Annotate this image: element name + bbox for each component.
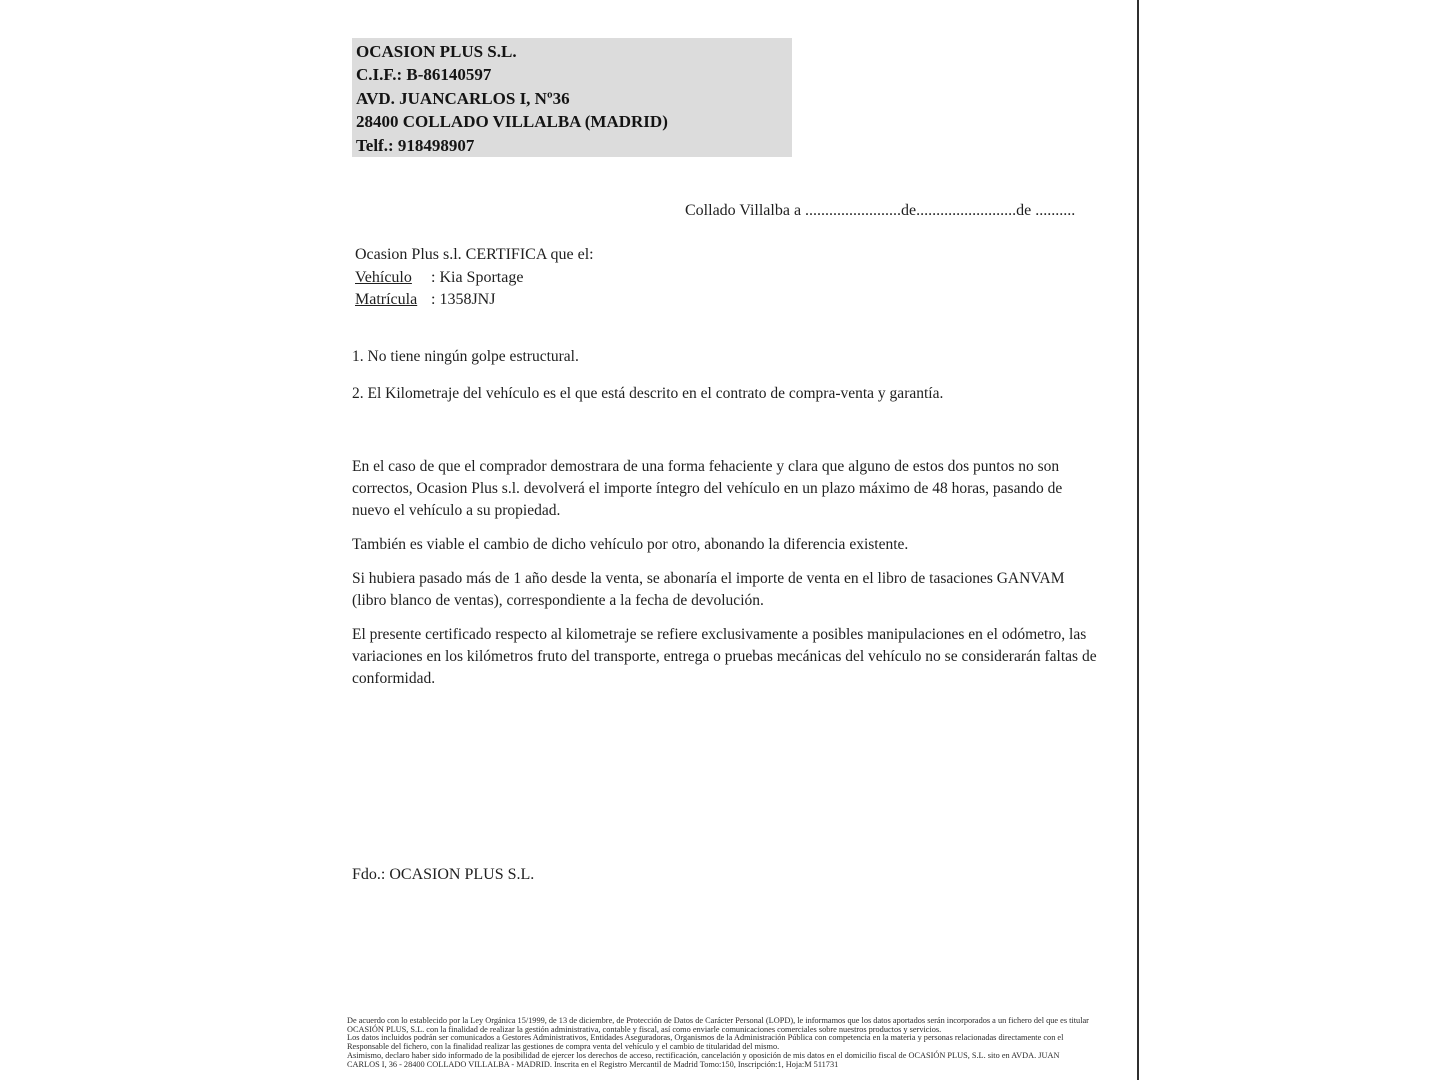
plate-value: : 1358JNJ xyxy=(431,291,496,309)
certify-intro: Ocasion Plus s.l. CERTIFICA que el: xyxy=(355,246,594,263)
legal-footer-line: Responsable del fichero, con la finalidad realizar las gestiones de compra venta del vehículo y el cambio de titularidad del mismo. xyxy=(347,1042,780,1052)
legal-footer-line: OCASIÓN PLUS, S.L. con la finalidad de realizar la gestión administrativa, contable y fiscal, así como enviarle comunicaciones comerciales sobre nuestros productos y servicios. xyxy=(347,1024,942,1034)
body-paragraph: También es viable el cambio de dicho vehículo por otro, abonando la diferencia existente. xyxy=(352,536,909,553)
company-header-line: Telf.: 918498907 xyxy=(356,135,475,155)
plate-row xyxy=(355,289,594,312)
numbered-clauses xyxy=(352,346,1112,420)
body-paragraph: Si hubiera pasado más de 1 año desde la venta, se abonaría el importe de venta en el libro de tasaciones GANVAM (libro blanco de ventas), correspondiente a la fecha de devolución. xyxy=(352,570,1065,609)
legal-footer-line: De acuerdo con lo establecido por la Ley Orgánica 15/1999, de 13 de diciembre, de Protección de Datos de Carácter Personal (LOPD), le informamos que los datos aportados serán incorporados a un fichero del que es titular xyxy=(347,1016,1089,1025)
body-paragraph: El presente certificado respecto al kilometraje se refiere exclusivamente a posibles manipulaciones en el odómetro, las variaciones en los kilómetros fruto del transporte, entrega o pruebas mecánicas del vehículo no se considerarán faltas de conformidad. xyxy=(352,626,1097,687)
clause-line: 1. No tiene ningún golpe estructural. xyxy=(352,348,579,365)
company-header-line: C.I.F.: B-86140597 xyxy=(356,65,492,85)
legal-footer xyxy=(347,1017,1109,1069)
vehicle-value: : Kia Sportage xyxy=(431,268,524,286)
clause-line: 2. El Kilometraje del vehículo es el que está descrito en el contrato de compra-venta y garantía. xyxy=(352,385,944,402)
signature-line: Fdo.: OCASION PLUS S.L. xyxy=(352,866,535,883)
company-header-box xyxy=(352,38,792,157)
body-paragraph: En el caso de que el comprador demostrara de una forma fehaciente y clara que alguno de estos dos puntos no son correctos, Ocasion Plus s.l. devolverá el importe íntegro del vehículo en un plazo máximo de 48 horas, pasando de nuevo el vehículo a su propiedad. xyxy=(352,458,1063,519)
company-header-line: AVD. JUANCARLOS I, Nº36 xyxy=(356,88,570,108)
page-edge-line xyxy=(1137,0,1139,1080)
legal-footer-line: Los datos incluidos podrán ser comunicados a Gestores Administrativos, Entidades Aseguradoras, Organismos de la Administración Pública con competencia en la materia y personas relacionadas directamente con el xyxy=(347,1033,1064,1043)
date-line: Collado Villalba a ........................de.........................de .......... xyxy=(685,202,1076,219)
company-header-line: 28400 COLLADO VILLALBA (MADRID) xyxy=(356,112,668,132)
legal-footer-line: CARLOS I, 36 - 28400 COLLADO VILLALBA - MADRID. Inscrita en el Registro Mercantil de Madrid Tomo:150, Inscripción:1, Hoja:M 511731 xyxy=(347,1059,839,1069)
vehicle-label: Vehículo xyxy=(355,268,412,286)
legal-footer-line: Asimismo, declaro haber sido informado de la posibilidad de ejercer los derechos de acceso, rectificación, cancelación y oposición de mis datos en el domicilio fiscal de OCASIÓN PLUS, S.L. sito en AVDA. JUAN xyxy=(347,1050,1060,1060)
vehicle-row xyxy=(355,267,594,290)
company-header-line: OCASION PLUS S.L. xyxy=(356,42,517,61)
plate-label: Matrícula xyxy=(355,291,418,309)
body-paragraphs xyxy=(352,456,1097,702)
certification-block xyxy=(355,244,594,312)
